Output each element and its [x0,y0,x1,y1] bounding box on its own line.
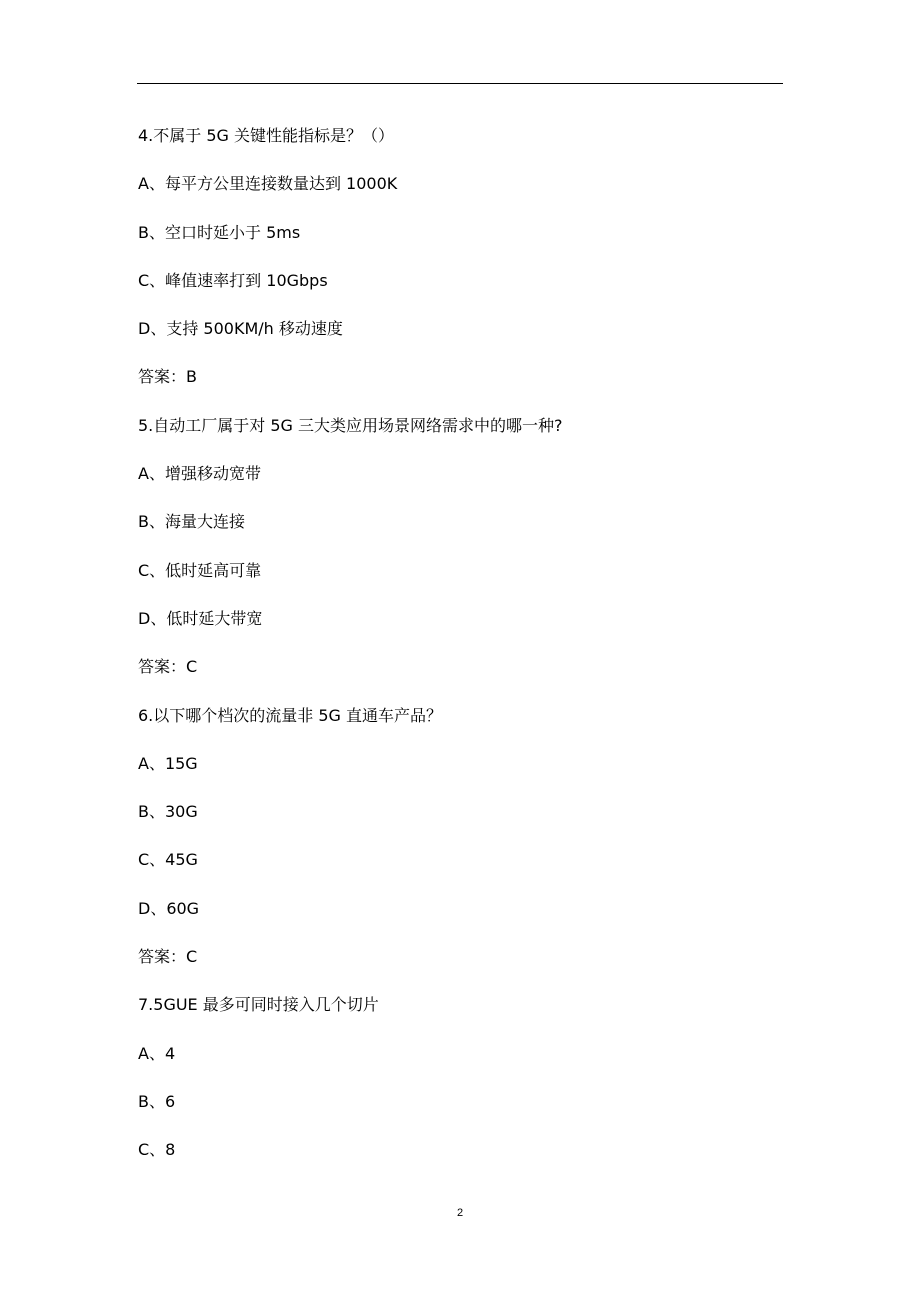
option-d: D、60G [138,898,200,918]
option-a: A、每平方公里连接数量达到 1000K [138,174,398,194]
option-b: B、30G [138,802,198,822]
option-a: A、15G [138,753,198,773]
option-a: A、4 [138,1043,176,1063]
question-stem: 5.自动工厂属于对 5G 三大类应用场景网络需求中的哪一种? [138,415,563,435]
option-c: C、峰值速率打到 10Gbps [138,270,328,290]
header-rule [137,83,783,84]
question-7 [138,989,788,1182]
option-c: C、低时延高可靠 [138,560,262,580]
option-c: C、8 [138,1140,176,1160]
question-6 [138,700,788,990]
question-5 [138,410,788,700]
option-d: D、低时延大带宽 [138,608,263,628]
page-number: 2 [456,1207,464,1219]
answer: 答案：C [138,657,198,677]
answer: 答案：B [138,367,197,387]
question-4 [138,120,788,410]
option-c: C、45G [138,850,198,870]
option-b: B、6 [138,1091,176,1111]
question-stem: 7.5GUE 最多可同时接入几个切片 [138,995,379,1015]
option-d: D、支持 500KM/h 移动速度 [138,319,343,339]
answer: 答案：C [138,947,198,967]
question-stem: 6.以下哪个档次的流量非 5G 直通车产品？ [138,705,443,725]
option-b: B、海量大连接 [138,512,245,532]
question-stem: 4.不属于 5G 关键性能指标是？（） [138,126,395,145]
question-list [138,120,788,1183]
option-b: B、空口时延小于 5ms [138,222,301,242]
option-a: A、增强移动宽带 [138,464,261,484]
